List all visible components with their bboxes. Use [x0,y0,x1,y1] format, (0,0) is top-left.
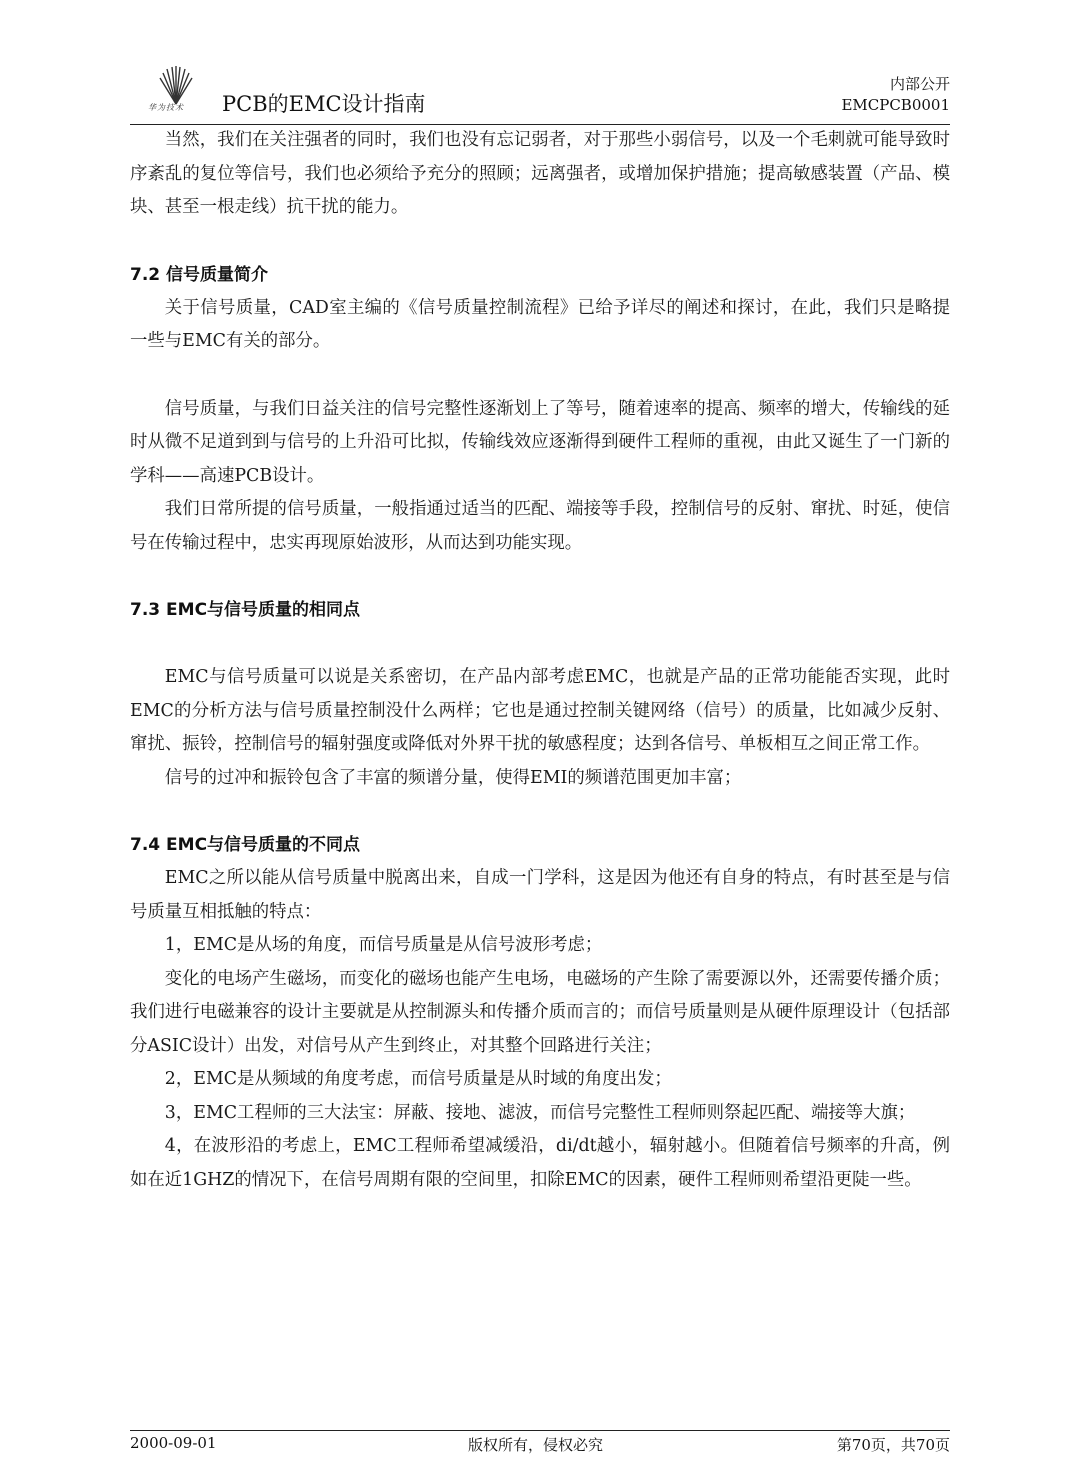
section-7-2-paragraph-2: 信号质量，与我们日益关注的信号完整性逐渐划上了等号，随着速率的提高、频率的增大，传输线的延时从微不足道到到与信号的上升沿可比拟，传输线效应逐渐得到硬件工程师的重视，由此又诞生了一门新的学科——高速PCB设计。 [130,398,950,486]
section-7-4-heading: 7.4 EMC与信号质量的不同点 [130,835,361,855]
intro-paragraph: 当然，我们在关注强者的同时，我们也没有忘记弱者，对于那些小弱信号，以及一个毛刺就可能导致时序紊乱的复位等信号，我们也必须给予充分的照顾；远离强者，或增加保护措施；提高敏感装置（产品、模块、甚至一根走线）抗干扰的能力。 [130,130,950,217]
header-right [841,74,950,116]
section-7-4-paragraph-4: 2，EMC是从频域的角度考虑，而信号质量是从时域的角度出发； [164,1069,672,1089]
section-7-3-paragraph-2: 信号的过冲和振铃包含了丰富的频谱分量，使得EMI的频谱范围更加丰富； [164,767,742,788]
section-7-2-paragraph-1: 关于信号质量，CAD室主编的《信号质量控制流程》已给予详尽的阐述和探讨，在此，我们只是略提一些与EMC有关的部分。 [130,297,950,351]
document-title: PCB的EMC设计指南 [222,92,426,116]
section-7-4-paragraph-3: 变化的电场产生磁场，而变化的磁场也能产生电场，电磁场的产生除了需要源以外，还需要传播介质；我们进行电磁兼容的设计主要就是从控制源头和传播介质而言的；而信号质量则是从硬件原理设计（包括部分ASIC设计）出发，对信号从产生到终止，对其整个回路进行关注； [130,968,950,1056]
section-7-3-heading: 7.3 EMC与信号质量的相同点 [130,600,361,620]
document-code: EMCPCB0001 [841,96,950,114]
section-7-2-heading: 7.2 信号质量简介 [130,264,269,285]
section-7-4-paragraph-1: EMC之所以能从信号质量中脱离出来，自成一门学科，这是因为他还有自身的特点，有时甚至是与信号质量互相抵触的特点： [130,868,950,922]
section-7-4-paragraph-6: 4，在波形沿的考虑上，EMC工程师希望减缓沿，di/dt越小，辐射越小。但随着信号频率的升高，例如在近1GHZ的情况下，在信号周期有限的空间里，扣除EMC的因素，硬件工程师则希望沿更陡一些。 [130,1136,950,1190]
section-7-2-paragraph-3: 我们日常所提的信号质量，一般指通过适当的匹配、端接等手段，控制信号的反射、窜扰、时延，使信号在传输过程中，忠实再现原始波形，从而达到功能实现。 [130,499,950,553]
section-7-3-paragraph-1: EMC与信号质量可以说是关系密切，在产品内部考虑EMC，也就是产品的正常功能能否实现，此时EMC的分析方法与信号质量控制没什么两样；它也是通过控制关键网络（信号）的质量，比如减少反射、窜扰、振铃，控制信号的辐射强度或降低对外界干扰的敏感程度；达到各信号、单板相互之间正常工作。 [130,667,950,754]
footer-date: 2000-09-01 [130,1434,217,1452]
footer-copyright: 版权所有，侵权必究 [468,1436,604,1454]
page-body [130,124,950,1197]
logo-text: 华为技术 [148,103,184,112]
section-7-4-paragraph-2: 1，EMC是从场的角度，而信号质量是从信号波形考虑； [164,935,603,955]
section-7-4-paragraph-5: 3，EMC工程师的三大法宝：屏蔽、接地、滤波，而信号完整性工程师则祭起匹配、端接等大旗； [164,1102,916,1123]
footer-divider [130,1430,950,1431]
footer-page-number: 第70页，共70页 [836,1436,950,1454]
classification-label: 内部公开 [889,75,950,93]
page-header [130,62,950,125]
